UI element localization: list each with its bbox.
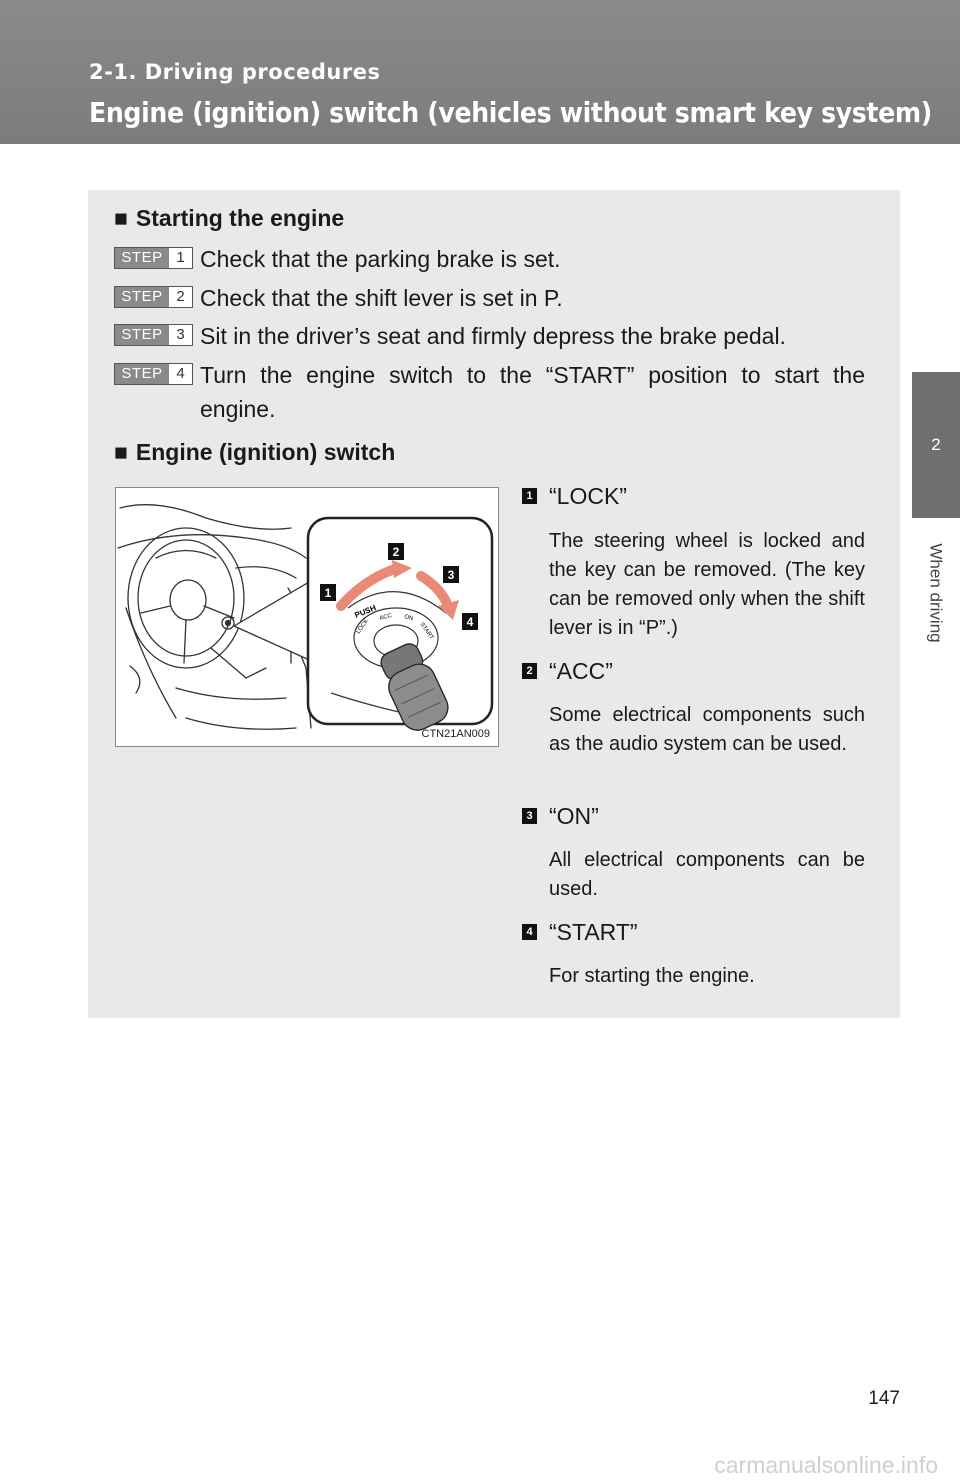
position-number-badge: 2 [522,663,537,679]
cylinder-acc-label: ACC [378,612,393,622]
section-label: 2-1. Driving procedures [89,60,381,84]
chapter-tab-number[interactable]: 2 [912,372,960,518]
chapter-tab-label-text: When driving [927,543,946,643]
cylinder-lock-label: LOCK [355,618,371,636]
step-text: Turn the engine switch to the “START” position to start the engine. [200,362,865,422]
position-description: Some electrical components such as the audio system can be used. [549,704,865,755]
step-text: Check that the shift lever is set in P. [200,285,563,311]
step-badge-label: STEP [115,287,169,307]
callout-1-label: 1 [324,586,332,600]
heading-text: Starting the engine [135,205,345,231]
step-text: Sit in the driver’s seat and firmly depress the brake pedal. [200,323,786,349]
page-title: Engine (ignition) switch (vehicles without smart key system) [89,96,932,129]
position-number-badge: 4 [522,924,537,940]
figure-callout-2 [388,543,404,560]
starting-engine-heading [114,205,344,232]
callout-4-label: 4 [466,615,474,629]
figure-callout-3 [443,566,459,583]
heading-marker: ■ [114,439,128,465]
figure-code: CTN21AN009 [421,728,490,740]
cylinder-push-label: PUSH [353,603,378,620]
step-badge [114,247,193,269]
ignition-switch-illustration [115,487,499,747]
position-number-badge: 3 [522,808,537,824]
position-title: “ON” [549,803,599,829]
position-description: For starting the engine. [549,965,755,987]
dashboard-drawing [116,488,500,748]
callout-3-label: 3 [447,568,455,582]
step-badge-label: STEP [115,248,169,268]
step-badge [114,324,193,346]
cylinder-start-label: START [418,621,435,641]
step-badge-number: 4 [176,365,185,382]
position-number-badge: 1 [522,488,537,504]
position-description: The steering wheel is locked and the key can be removed. (The key can be removed only when the shift lever is in “P”.) [549,530,865,639]
step-badge-label: STEP [115,325,169,345]
callout-2-label: 2 [392,545,400,559]
heading-marker: ■ [114,205,128,231]
page-header [0,0,960,144]
heading-text: Engine (ignition) switch [135,439,396,465]
position-title: “LOCK” [549,483,627,509]
step-text: Check that the parking brake is set. [200,246,561,272]
position-description: All electrical components can be used. [549,849,865,900]
cylinder-on-label: ON [403,614,414,623]
step-badge-label: STEP [115,364,169,384]
position-title: “ACC” [549,658,613,684]
watermark: carmanualsonline.info [714,1452,938,1478]
step-badge-number: 1 [176,249,185,266]
step-badge [114,286,193,308]
ignition-switch-heading [114,439,395,466]
position-title: “START” [549,919,638,945]
step-badge [114,363,193,385]
figure-callout-4 [462,613,478,630]
page-number: 147 [868,1388,900,1409]
figure-callout-1 [320,584,336,601]
chapter-tab-label[interactable] [912,518,960,668]
step-badge-number: 3 [176,326,185,343]
step-badge-number: 2 [176,288,185,305]
